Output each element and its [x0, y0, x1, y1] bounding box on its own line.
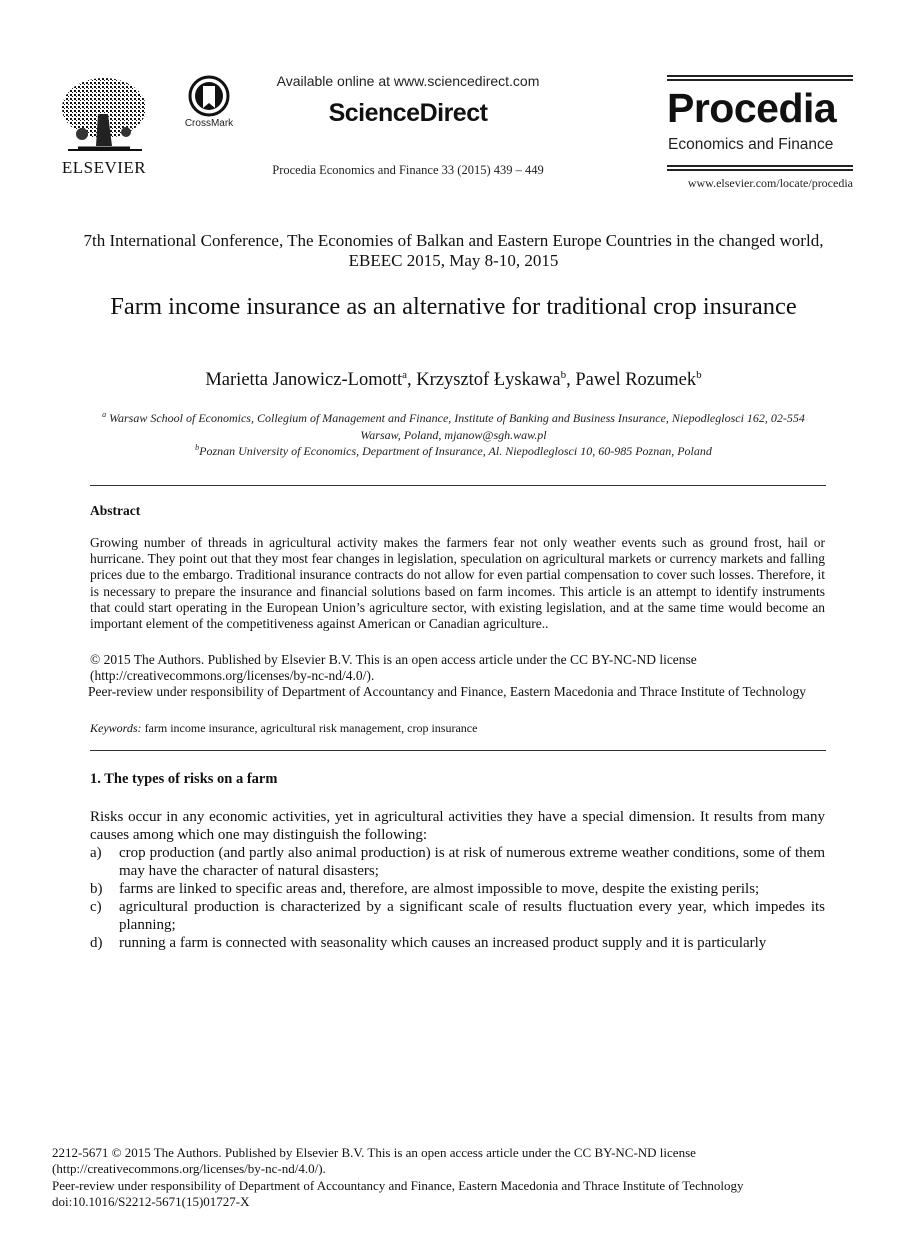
section-intro: Risks occur in any economic activities, yet in agricultural activities they have a special dimension. It results from many causes among which one may distinguish the following:	[90, 809, 825, 843]
elsevier-tree-icon	[58, 74, 150, 156]
list-item	[90, 844, 825, 880]
page-footer	[52, 1145, 852, 1210]
divider-bottom	[90, 750, 826, 751]
procedia-url-link[interactable]: www.elsevier.com/locate/procedia	[687, 176, 853, 190]
crossmark-icon	[180, 74, 238, 118]
sciencedirect-logo: ScienceDirect	[328, 99, 488, 127]
paper-title: Farm income insurance as an alternative for traditional crop insurance	[110, 293, 797, 320]
keywords-label: Keywords:	[90, 721, 142, 735]
author-name: Krzysztof Łyskawa	[416, 370, 561, 391]
masthead-rule-top-2	[667, 79, 853, 81]
crossmark-badge[interactable]	[180, 74, 238, 134]
affiliation-sup: a	[102, 410, 107, 419]
masthead-rule-bottom-2	[667, 169, 853, 171]
list-marker: d)	[90, 935, 103, 951]
affiliation-b	[90, 439, 817, 460]
conference-name: 7th International Conference, The Economies of Balkan and Eastern Europe Countries in the changed world, EBEEC 2015, May 8-10, 2015	[83, 231, 824, 270]
author-affil-sup: a	[402, 369, 408, 381]
list-text: agricultural production is characterized by a significant scale of results fluctuation every year, which impedes its planning;	[119, 899, 825, 933]
procedia-subtitle: Economics and Finance	[668, 136, 834, 153]
elsevier-wordmark: ELSEVIER	[61, 158, 147, 177]
footer-license-url-link[interactable]: (http://creativecommons.org/licenses/by-nc-nd/4.0/).	[52, 1161, 326, 1177]
license-block	[90, 652, 825, 701]
author-list	[80, 369, 827, 391]
affiliation-text: Warsaw School of Economics, Collegium of Management and Finance, Institute of Banking and Business Insurance, Niepodleglosci 162, 02-554 Warsaw, Poland, mjanow@sgh.waw.pl	[106, 411, 805, 442]
list-text: farms are linked to specific areas and, therefore, are almost impossible to move, despite the existing perils;	[119, 881, 760, 897]
keywords-list: farm income insurance, agricultural risk management, crop insurance	[141, 721, 478, 735]
footer-peer-review: Peer-review under responsibility of Department of Accountancy and Finance, Eastern Macedonia and Thrace Institute of Technology	[52, 1177, 744, 1193]
masthead-rule-bottom	[667, 165, 853, 167]
procedia-title: Procedia	[667, 85, 837, 131]
list-item	[90, 880, 825, 898]
list-marker: a)	[90, 845, 102, 861]
author-name: Pawel Rozumek	[575, 370, 697, 391]
keywords	[90, 721, 825, 736]
license-url-link[interactable]: (http://creativecommons.org/licenses/by-nc-nd/4.0/).	[90, 668, 375, 684]
section-heading: 1. The types of risks on a farm	[90, 771, 278, 787]
peer-review-statement: Peer-review under responsibility of Department of Accountancy and Finance, Eastern Macedonia and Thrace Institute of Technology	[88, 684, 807, 700]
list-marker: b)	[90, 881, 103, 897]
list-marker: c)	[90, 899, 102, 915]
procedia-masthead	[667, 75, 853, 193]
list-item	[90, 934, 825, 952]
license-line: © 2015 The Authors. Published by Elsevier B.V. This is an open access article under the CC BY-NC-ND license	[90, 652, 697, 667]
available-online-link[interactable]: Available online at www.sciencedirect.com	[276, 73, 540, 89]
risk-list	[90, 844, 825, 952]
author-affil-sup: b	[696, 369, 702, 381]
author-affil-sup: b	[560, 369, 567, 381]
divider-top	[90, 485, 826, 486]
list-text: running a farm is connected with seasonality which causes an increased product supply and it is particularly	[119, 935, 767, 951]
list-text: crop production (and partly also animal production) is at risk of numerous extreme weather conditions, some of them may have the character of natural disasters;	[119, 845, 825, 879]
abstract-text: Growing number of threads in agricultural activity makes the farmers fear not only weather events such as ground frost, hail or hurricane. They point out that they most fear changes in legislation, speculation on agricultural markets or currency markets and falling prices due to the embargo. Traditional insurance contracts do not allow for even partial compensation to cover such losses. Therefore, it is necessary to prepare the insurance and financial solutions based on farm incomes. This article is an attempt to identify instruments that could start operating in the European Union’s agriculture sector, with existing legislation, and at the same time would become an important element of the competitiveness against American or Canadian agriculture..	[90, 535, 825, 632]
list-item	[90, 898, 825, 934]
author-name: Marietta Janowicz-Lomott	[205, 370, 403, 391]
affiliation-sup: b	[195, 443, 200, 452]
elsevier-logo	[58, 74, 150, 178]
footer-doi[interactable]: doi:10.1016/S2212-5671(15)01727-X	[52, 1193, 250, 1209]
affiliation-text: Poznan University of Economics, Department of Insurance, Al. Niepodleglosci 10, 60-985 Poznan, Poland	[199, 444, 712, 458]
crossmark-label: CrossMark	[184, 118, 234, 129]
masthead-rule-top	[667, 75, 853, 77]
author-separator: ,	[407, 370, 417, 391]
author-separator: ,	[566, 370, 576, 391]
footer-issn-license: 2212-5671 © 2015 The Authors. Published by Elsevier B.V. This is an open access article under the CC BY-NC-ND license	[52, 1145, 696, 1160]
journal-reference: Procedia Economics and Finance 33 (2015) 439 – 449	[272, 163, 544, 177]
abstract-heading: Abstract	[90, 503, 141, 518]
